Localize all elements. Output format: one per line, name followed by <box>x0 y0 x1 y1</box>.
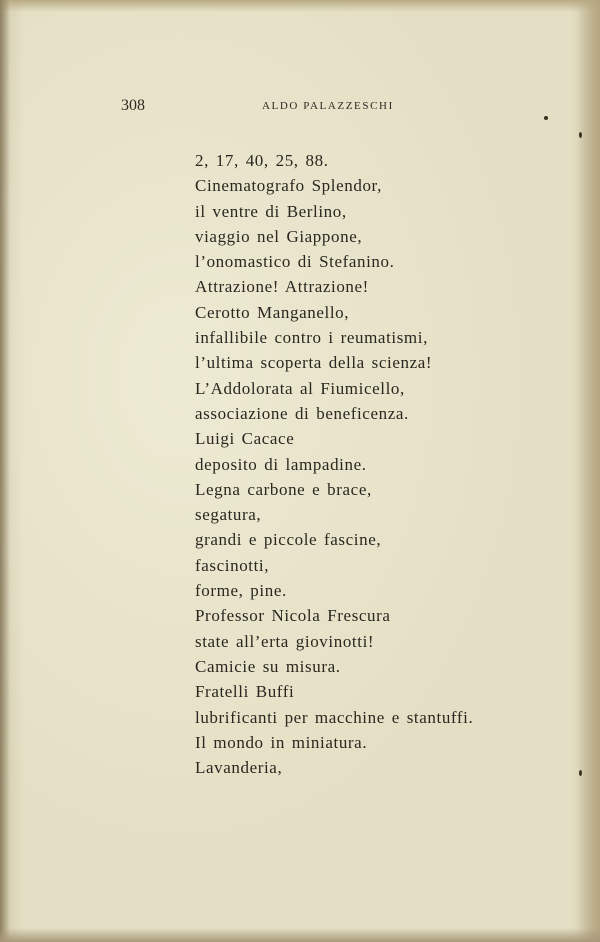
running-head <box>0 97 600 119</box>
poem-line: 2, 17, 40, 25, 88. <box>195 151 329 170</box>
poem-line: Cinematografo Splendor, <box>195 176 382 196</box>
page-fore-edge <box>578 0 600 942</box>
poem-line: Camicie su misura. <box>195 656 341 676</box>
paper-speck <box>579 132 582 138</box>
paper-speck <box>579 770 582 776</box>
poem-line: l’onomastico di Stefanino. <box>195 252 395 272</box>
poem-line: l’ultima scoperta della scienza! <box>195 353 433 373</box>
poem-line: L’Addolorata al Fiumicello, <box>195 378 405 398</box>
poem-line: Il mondo in miniatura. <box>195 732 368 752</box>
page-top-edge <box>0 0 600 12</box>
page-bottom-edge <box>0 928 600 942</box>
poem-line: infallibile contro i reumatismi, <box>195 328 428 348</box>
poem-text <box>195 148 473 780</box>
poem-line: il ventre di Berlino, <box>195 201 347 221</box>
page-binding-edge <box>0 0 10 942</box>
page-number: 308 <box>121 97 145 114</box>
poem-line: associazione di beneficenza. <box>195 403 409 423</box>
poem-line: forme, pine. <box>195 581 287 601</box>
poem-line: Lavanderia, <box>195 758 283 778</box>
poem-line: Luigi Cacace <box>195 429 295 449</box>
poem-line: Professor Nicola Frescura <box>195 606 391 626</box>
running-title: ALDO PALAZZESCHI <box>262 100 394 112</box>
poem-line: fascinotti, <box>195 555 270 575</box>
poem-line: segatura, <box>195 505 262 525</box>
poem-line: grandi e piccole fascine, <box>195 530 382 550</box>
poem-line: lubrificanti per macchine e stantuffi. <box>195 707 474 727</box>
poem-line: viaggio nel Giappone, <box>195 226 363 246</box>
poem-line: Fratelli Buffi <box>195 682 295 702</box>
poem-line: Attrazione! Attrazione! <box>195 277 369 297</box>
poem-line: state all’erta giovinotti! <box>195 631 375 651</box>
poem-line: Cerotto Manganello, <box>195 302 350 322</box>
poem-line: Legna carbone e brace, <box>195 479 372 499</box>
poem-line: deposito di lampadine. <box>195 454 367 474</box>
